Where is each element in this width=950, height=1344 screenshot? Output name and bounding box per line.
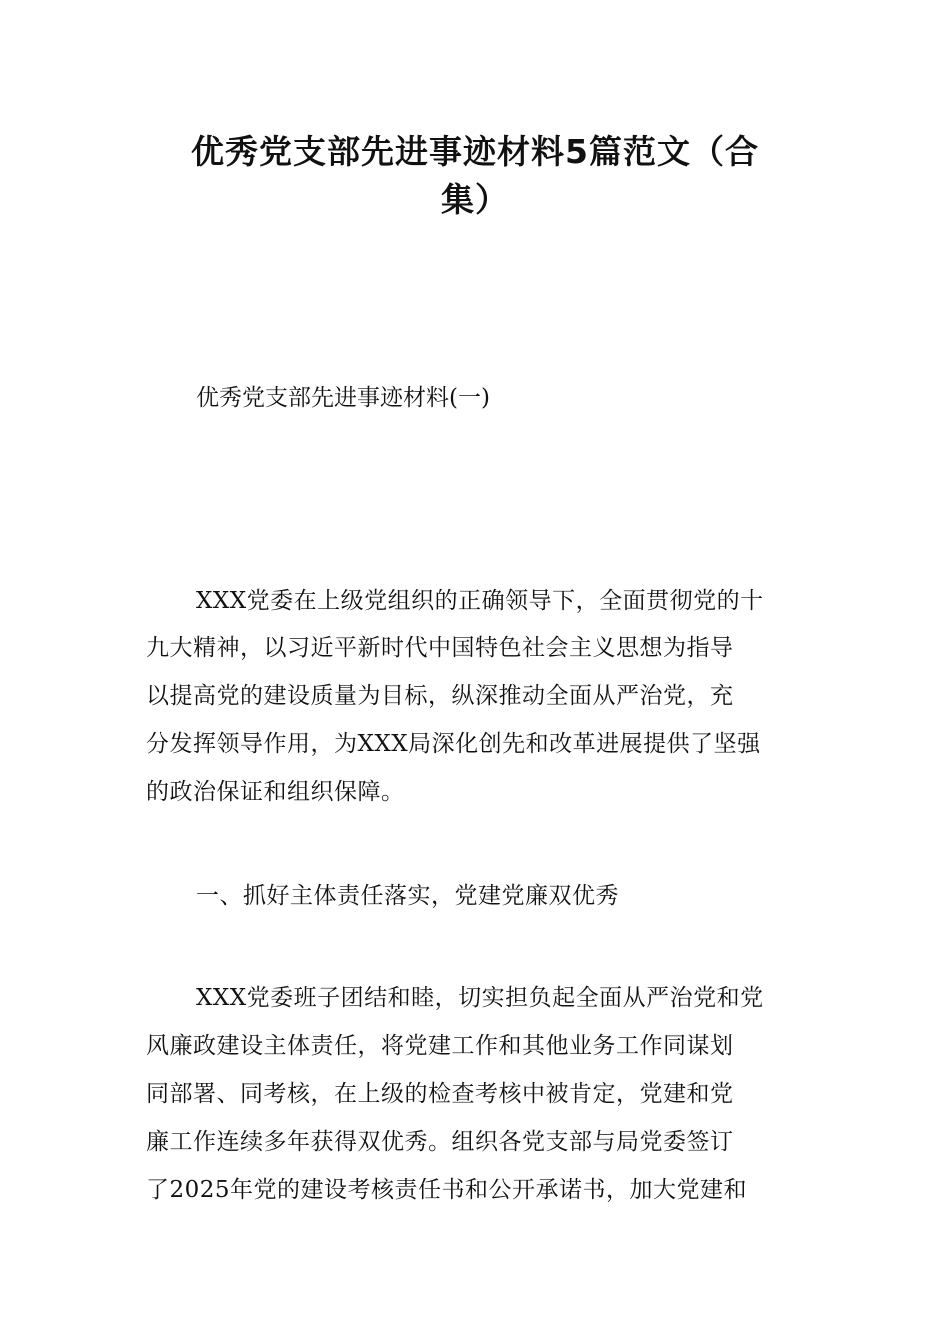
- paragraph-1-line-3: 以提高党的建设质量为目标，纵深推动全面从严治党，充: [146, 683, 734, 709]
- paragraph-1-line-2: 九大精神，以习近平新时代中国特色社会主义思想为指导: [146, 635, 734, 661]
- paragraph-2-line-2: 风廉政建设主体责任，将党建工作和其他业务工作同谋划: [146, 1033, 734, 1059]
- paragraph-1-line-1: XXX党委在上级党组织的正确领导下，全面贯彻党的十: [196, 588, 764, 614]
- document-title-line-2: 集）: [441, 180, 509, 219]
- paragraph-2-line-3: 同部署、同考核，在上级的检查考核中被肯定，党建和党: [146, 1081, 734, 1107]
- paragraph-1-line-5: 的政治保证和组织保障。: [146, 779, 405, 805]
- document-title-line-1: 优秀党支部先进事迹材料5篇范文（合: [191, 132, 759, 171]
- paragraph-2-line-4: 廉工作连续多年获得双优秀。组织各党支部与局党委签订: [146, 1129, 734, 1155]
- section-heading: 优秀党支部先进事迹材料(一): [196, 385, 490, 411]
- heading-1: 一、抓好主体责任落实，党建党廉双优秀: [196, 883, 619, 909]
- paragraph-2-line-1: XXX党委班子团结和睦，切实担负起全面从严治党和党: [196, 985, 764, 1011]
- paragraph-1-line-4: 分发挥领导作用，为XXX局深化创先和改革进展提供了坚强: [146, 731, 761, 757]
- paragraph-2-line-5: 了2025年党的建设考核责任书和公开承诺书，加大党建和: [146, 1177, 748, 1203]
